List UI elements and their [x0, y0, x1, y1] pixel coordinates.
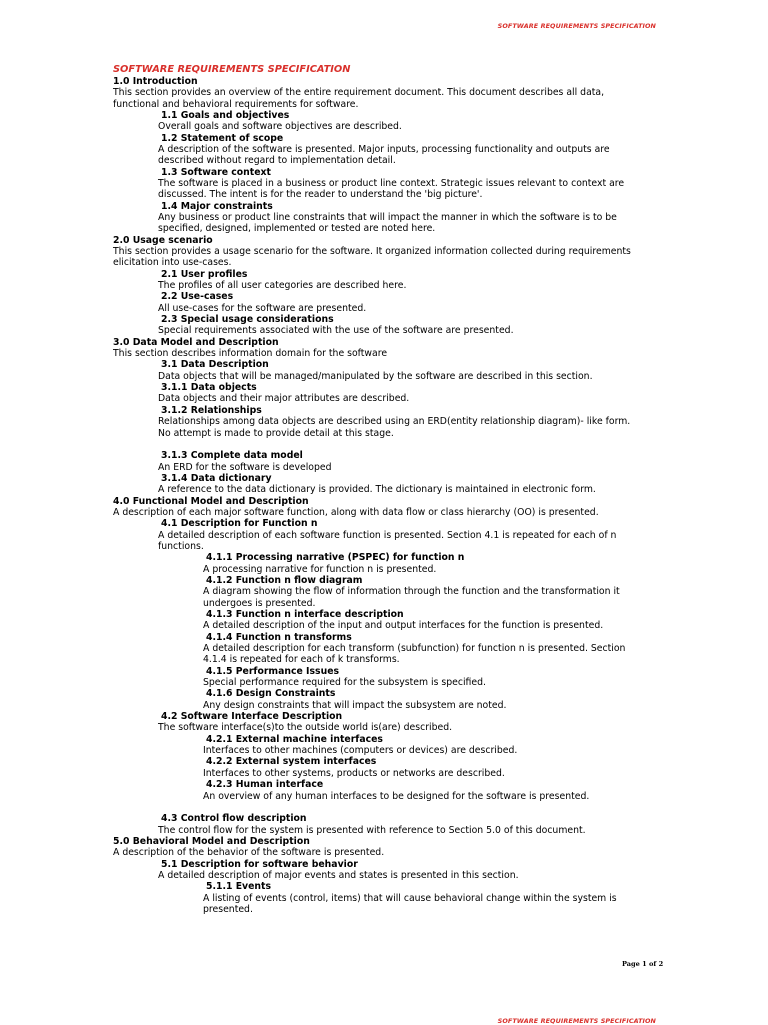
section-heading: 4.1.1 Processing narrative (PSPEC) for function n	[206, 552, 465, 564]
section-heading: 1.2 Statement of scope	[161, 132, 284, 144]
body-text-line: Data objects and their major attributes are described.	[158, 393, 410, 405]
body-text-line: A detailed description of major events and states is presented in this section.	[158, 869, 519, 881]
blank-line	[113, 802, 653, 813]
section-heading: 4.2.2 External system interfaces	[206, 756, 377, 768]
section-heading: 3.1.3 Complete data model	[161, 450, 303, 462]
body-text-line: Any design constraints that will impact the subsystem are noted.	[203, 699, 507, 711]
body-text-line: Special requirements associated with the use of the software are presented.	[158, 325, 514, 337]
body-text-line: An overview of any human interfaces to be designed for the software is presented.	[203, 790, 590, 802]
section-heading: 3.0 Data Model and Description	[113, 336, 279, 348]
body-text-line: Data objects that will be managed/manipulated by the software are described in this section.	[158, 370, 593, 382]
running-footer: SOFTWARE REQUIREMENTS SPECIFICATION	[497, 1017, 656, 1025]
body-text-line: discussed. The intent is for the reader to understand the 'big picture'.	[158, 189, 483, 201]
section-heading: 4.3 Control flow description	[161, 813, 307, 825]
section-heading: 3.1.1 Data objects	[161, 382, 257, 394]
section-heading: 1.1 Goals and objectives	[161, 109, 290, 121]
body-text-line: The profiles of all user categories are described here.	[158, 280, 407, 292]
section-heading: 4.0 Functional Model and Description	[113, 495, 309, 507]
section-heading: 2.2 Use-cases	[161, 291, 234, 303]
document-lines	[113, 76, 653, 915]
body-text-line: Interfaces to other machines (computers or devices) are described.	[203, 745, 518, 757]
running-header: SOFTWARE REQUIREMENTS SPECIFICATION	[497, 22, 656, 30]
section-heading: 2.0 Usage scenario	[113, 234, 213, 246]
body-text-line: Overall goals and software objectives are described.	[158, 121, 402, 133]
section-heading: 3.1 Data Description	[161, 359, 269, 371]
body-text-line: The control flow for the system is presented with reference to Section 5.0 of this document.	[158, 824, 586, 836]
body-text-line: A detailed description of each software function is presented. Section 4.1 is repeated for each of n	[158, 529, 617, 541]
section-heading: 4.1.3 Function n interface description	[206, 609, 404, 620]
body-text-line: undergoes is presented.	[203, 597, 316, 609]
body-text-line: The software is placed in a business or product line context. Strategic issues relevant to context are	[158, 177, 625, 189]
body-text-line: A listing of events (control, items) that will cause behavioral change within the system is	[203, 892, 617, 904]
body-text-line: A processing narrative for function n is presented.	[203, 563, 437, 575]
section-heading: 3.1.4 Data dictionary	[161, 472, 272, 484]
section-heading: 4.2.3 Human interface	[206, 779, 324, 791]
section-heading: 5.1 Description for software behavior	[161, 858, 358, 870]
body-text-line: Relationships among data objects are described using an ERD(entity relationship diagram)- like form.	[158, 416, 631, 428]
section-heading: 1.4 Major constraints	[161, 200, 273, 212]
section-heading: 1.0 Introduction	[113, 75, 198, 87]
page-number: Page 1 of 2	[622, 960, 664, 968]
body-text-line: A detailed description for each transform (subfunction) for function n is presented. Section	[203, 643, 626, 655]
section-heading: 4.2.1 External machine interfaces	[206, 733, 383, 745]
body-text-line: described without regard to implementation detail.	[158, 155, 396, 167]
section-heading: 4.1.4 Function n transforms	[206, 631, 352, 643]
document-body	[113, 64, 653, 915]
body-text-line: The software interface(s)to the outside world is(are) described.	[158, 722, 453, 734]
section-heading: 4.1.6 Design Constraints	[206, 688, 336, 700]
body-text-line: functions.	[158, 540, 204, 552]
section-heading: 2.3 Special usage considerations	[161, 314, 334, 326]
body-text-line: Interfaces to other systems, products or networks are described.	[203, 767, 505, 779]
blank-line	[113, 439, 653, 450]
section-heading: 5.0 Behavioral Model and Description	[113, 835, 310, 847]
section-heading: 4.1 Description for Function n	[161, 518, 318, 530]
body-text-line: A detailed description of the input and output interfaces for the function is presented.	[203, 620, 604, 632]
body-text-line: A diagram showing the flow of information through the function and the transformation it	[203, 586, 620, 598]
body-text-line: This section provides a usage scenario for the software. It organized information collected during requirements	[113, 246, 631, 257]
document-title: SOFTWARE REQUIREMENTS SPECIFICATION	[113, 64, 351, 75]
body-text-line: A description of each major software function, along with data flow or class hierarchy (OO) is presented.	[113, 506, 599, 518]
section-heading: 4.2 Software Interface Description	[161, 711, 343, 723]
section-heading: 2.1 User profiles	[161, 268, 248, 280]
body-text-line: This section provides an overview of the entire requirement document. This document describes all data,	[113, 87, 605, 99]
body-text-line: An ERD for the software is developed	[158, 461, 332, 473]
section-heading: 4.1.5 Performance Issues	[206, 665, 340, 677]
body-text-line: elicitation into use-cases.	[113, 257, 232, 269]
section-heading: 4.1.2 Function n flow diagram	[206, 574, 363, 586]
body-text-line: specified, designed, implemented or tested are noted here.	[158, 223, 436, 235]
body-text-line: This section describes information domain for the software	[113, 348, 388, 360]
body-text-line: A reference to the data dictionary is provided. The dictionary is maintained in electronic form.	[158, 484, 596, 496]
body-text-line: No attempt is made to provide detail at this stage.	[158, 427, 394, 439]
body-text-line: Any business or product line constraints that will impact the manner in which the software is to be	[158, 211, 617, 223]
body-text-line: functional and behavioral requirements for software.	[113, 98, 359, 110]
body-text-line: A description of the software is presented. Major inputs, processing functionality and outputs are	[158, 143, 610, 155]
body-text-line: presented.	[203, 903, 253, 915]
body-text-line: A description of the behavior of the software is presented.	[113, 847, 385, 859]
body-text-line: All use-cases for the software are presented.	[158, 302, 367, 314]
section-heading: 1.3 Software context	[161, 166, 271, 178]
section-heading: 5.1.1 Events	[206, 881, 272, 893]
body-text-line: Special performance required for the subsystem is specified.	[203, 677, 486, 689]
section-heading: 3.1.2 Relationships	[161, 404, 262, 416]
body-text-line: 4.1.4 is repeated for each of k transforms.	[203, 654, 400, 666]
